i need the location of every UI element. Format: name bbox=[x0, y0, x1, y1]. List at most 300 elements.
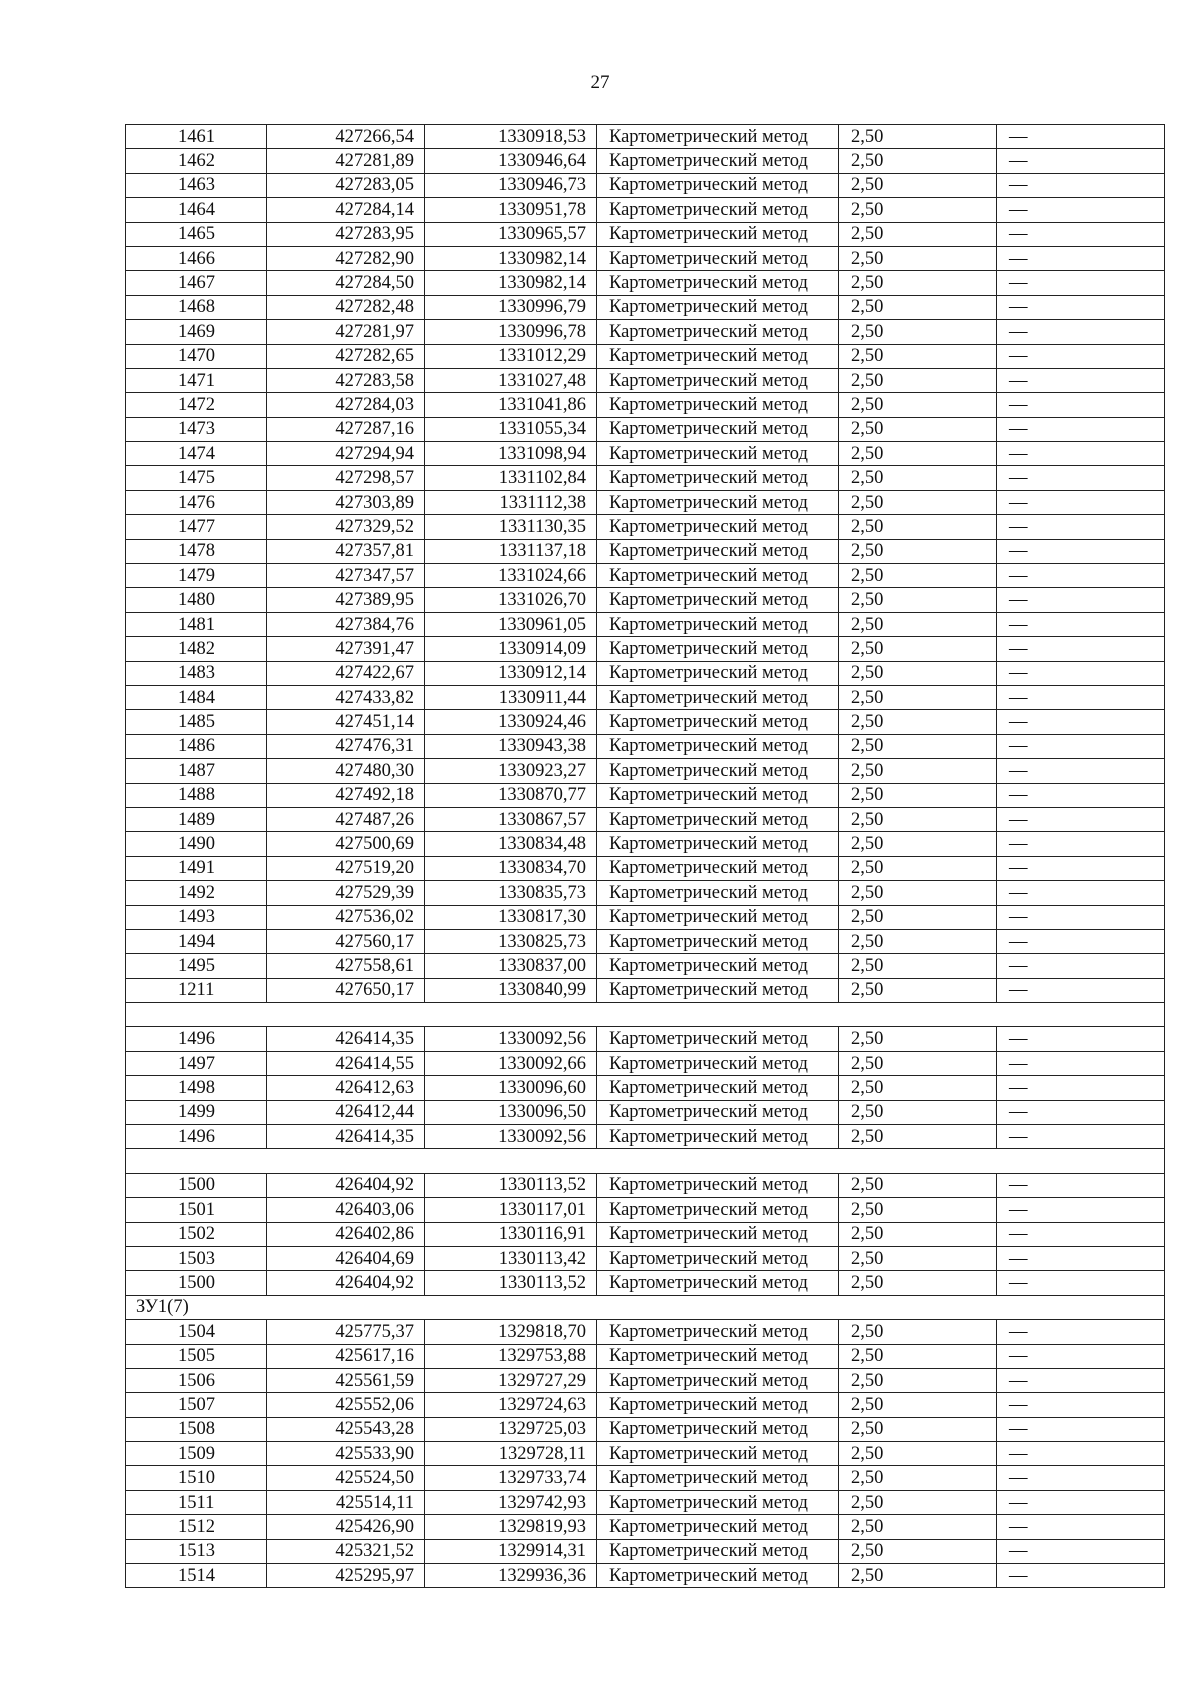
point-number-cell: 1498 bbox=[126, 1076, 267, 1100]
x-coordinate-cell: 427500,69 bbox=[267, 832, 425, 856]
point-number-cell: 1505 bbox=[126, 1344, 267, 1368]
point-number-cell: 1494 bbox=[126, 929, 267, 953]
point-number-cell: 1491 bbox=[126, 856, 267, 880]
note-cell: — bbox=[997, 1393, 1165, 1417]
y-coordinate-cell: 1330867,57 bbox=[425, 807, 597, 831]
method-cell: Картометрический метод bbox=[597, 1417, 839, 1441]
y-coordinate-cell: 1330096,60 bbox=[425, 1076, 597, 1100]
table-row bbox=[126, 1466, 1165, 1490]
x-coordinate-cell: 427650,17 bbox=[267, 978, 425, 1002]
point-number-cell: 1514 bbox=[126, 1564, 267, 1588]
method-cell: Картометрический метод bbox=[597, 417, 839, 441]
table-row bbox=[126, 393, 1165, 417]
note-cell: — bbox=[997, 710, 1165, 734]
accuracy-cell: 2,50 bbox=[839, 1417, 997, 1441]
note-cell: — bbox=[997, 685, 1165, 709]
accuracy-cell: 2,50 bbox=[839, 222, 997, 246]
y-coordinate-cell: 1330946,64 bbox=[425, 149, 597, 173]
method-cell: Картометрический метод bbox=[597, 1515, 839, 1539]
point-number-cell: 1488 bbox=[126, 783, 267, 807]
note-cell: — bbox=[997, 344, 1165, 368]
y-coordinate-cell: 1329914,31 bbox=[425, 1539, 597, 1563]
x-coordinate-cell: 426414,35 bbox=[267, 1125, 425, 1149]
point-number-cell: 1493 bbox=[126, 905, 267, 929]
point-number-cell: 1507 bbox=[126, 1393, 267, 1417]
x-coordinate-cell: 426404,92 bbox=[267, 1173, 425, 1197]
method-cell: Картометрический метод bbox=[597, 246, 839, 270]
method-cell: Картометрический метод bbox=[597, 1564, 839, 1588]
table-row bbox=[126, 1539, 1165, 1563]
method-cell: Картометрический метод bbox=[597, 515, 839, 539]
accuracy-cell: 2,50 bbox=[839, 783, 997, 807]
x-coordinate-cell: 425514,11 bbox=[267, 1490, 425, 1514]
x-coordinate-cell: 427298,57 bbox=[267, 466, 425, 490]
table-row bbox=[126, 1564, 1165, 1588]
note-cell: — bbox=[997, 1051, 1165, 1075]
y-coordinate-cell: 1329936,36 bbox=[425, 1564, 597, 1588]
x-coordinate-cell: 425561,59 bbox=[267, 1368, 425, 1392]
x-coordinate-cell: 427347,57 bbox=[267, 564, 425, 588]
table-row bbox=[126, 588, 1165, 612]
point-number-cell: 1512 bbox=[126, 1515, 267, 1539]
table-row bbox=[126, 856, 1165, 880]
note-cell: — bbox=[997, 1125, 1165, 1149]
method-cell: Картометрический метод bbox=[597, 1466, 839, 1490]
note-cell: — bbox=[997, 149, 1165, 173]
y-coordinate-cell: 1331027,48 bbox=[425, 368, 597, 392]
method-cell: Картометрический метод bbox=[597, 564, 839, 588]
x-coordinate-cell: 426412,44 bbox=[267, 1100, 425, 1124]
method-cell: Картометрический метод bbox=[597, 1344, 839, 1368]
method-cell: Картометрический метод bbox=[597, 1027, 839, 1051]
note-cell: — bbox=[997, 1417, 1165, 1441]
x-coordinate-cell: 427487,26 bbox=[267, 807, 425, 831]
x-coordinate-cell: 427389,95 bbox=[267, 588, 425, 612]
table-row bbox=[126, 661, 1165, 685]
x-coordinate-cell: 427536,02 bbox=[267, 905, 425, 929]
x-coordinate-cell: 425321,52 bbox=[267, 1539, 425, 1563]
note-cell: — bbox=[997, 368, 1165, 392]
note-cell: — bbox=[997, 198, 1165, 222]
x-coordinate-cell: 427329,52 bbox=[267, 515, 425, 539]
table-row bbox=[126, 954, 1165, 978]
y-coordinate-cell: 1330834,48 bbox=[425, 832, 597, 856]
y-coordinate-cell: 1330996,79 bbox=[425, 295, 597, 319]
method-cell: Картометрический метод bbox=[597, 1320, 839, 1344]
accuracy-cell: 2,50 bbox=[839, 1466, 997, 1490]
y-coordinate-cell: 1330113,52 bbox=[425, 1173, 597, 1197]
x-coordinate-cell: 427303,89 bbox=[267, 490, 425, 514]
accuracy-cell: 2,50 bbox=[839, 173, 997, 197]
note-cell: — bbox=[997, 929, 1165, 953]
x-coordinate-cell: 427391,47 bbox=[267, 637, 425, 661]
table-row bbox=[126, 1490, 1165, 1514]
y-coordinate-cell: 1329728,11 bbox=[425, 1442, 597, 1466]
accuracy-cell: 2,50 bbox=[839, 1222, 997, 1246]
point-number-cell: 1513 bbox=[126, 1539, 267, 1563]
accuracy-cell: 2,50 bbox=[839, 929, 997, 953]
accuracy-cell: 2,50 bbox=[839, 1076, 997, 1100]
table-row bbox=[126, 1368, 1165, 1392]
table-row bbox=[126, 929, 1165, 953]
table-row bbox=[126, 1344, 1165, 1368]
accuracy-cell: 2,50 bbox=[839, 1246, 997, 1270]
accuracy-cell: 2,50 bbox=[839, 490, 997, 514]
point-number-cell: 1473 bbox=[126, 417, 267, 441]
accuracy-cell: 2,50 bbox=[839, 125, 997, 149]
y-coordinate-cell: 1330943,38 bbox=[425, 734, 597, 758]
method-cell: Картометрический метод bbox=[597, 344, 839, 368]
method-cell: Картометрический метод bbox=[597, 734, 839, 758]
accuracy-cell: 2,50 bbox=[839, 1320, 997, 1344]
note-cell: — bbox=[997, 783, 1165, 807]
point-number-cell: 1469 bbox=[126, 320, 267, 344]
point-number-cell: 1511 bbox=[126, 1490, 267, 1514]
y-coordinate-cell: 1330951,78 bbox=[425, 198, 597, 222]
point-number-cell: 1484 bbox=[126, 685, 267, 709]
point-number-cell: 1482 bbox=[126, 637, 267, 661]
note-cell: — bbox=[997, 759, 1165, 783]
accuracy-cell: 2,50 bbox=[839, 832, 997, 856]
accuracy-cell: 2,50 bbox=[839, 1198, 997, 1222]
y-coordinate-cell: 1330982,14 bbox=[425, 271, 597, 295]
method-cell: Картометрический метод bbox=[597, 710, 839, 734]
table-row bbox=[126, 1173, 1165, 1197]
method-cell: Картометрический метод bbox=[597, 466, 839, 490]
method-cell: Картометрический метод bbox=[597, 1173, 839, 1197]
table-row bbox=[126, 1393, 1165, 1417]
x-coordinate-cell: 427281,97 bbox=[267, 320, 425, 344]
method-cell: Картометрический метод bbox=[597, 588, 839, 612]
table-row bbox=[126, 368, 1165, 392]
x-coordinate-cell: 427529,39 bbox=[267, 881, 425, 905]
method-cell: Картометрический метод bbox=[597, 954, 839, 978]
table-row bbox=[126, 149, 1165, 173]
y-coordinate-cell: 1330924,46 bbox=[425, 710, 597, 734]
accuracy-cell: 2,50 bbox=[839, 515, 997, 539]
method-cell: Картометрический метод bbox=[597, 1539, 839, 1563]
table-row bbox=[126, 1076, 1165, 1100]
table-row bbox=[126, 1442, 1165, 1466]
accuracy-cell: 2,50 bbox=[839, 1100, 997, 1124]
table-row bbox=[126, 881, 1165, 905]
y-coordinate-cell: 1331026,70 bbox=[425, 588, 597, 612]
y-coordinate-cell: 1330837,00 bbox=[425, 954, 597, 978]
method-cell: Картометрический метод bbox=[597, 1393, 839, 1417]
x-coordinate-cell: 427492,18 bbox=[267, 783, 425, 807]
table-row bbox=[126, 637, 1165, 661]
method-cell: Картометрический метод bbox=[597, 295, 839, 319]
accuracy-cell: 2,50 bbox=[839, 710, 997, 734]
point-number-cell: 1463 bbox=[126, 173, 267, 197]
y-coordinate-cell: 1330912,14 bbox=[425, 661, 597, 685]
table-row bbox=[126, 1515, 1165, 1539]
point-number-cell: 1485 bbox=[126, 710, 267, 734]
accuracy-cell: 2,50 bbox=[839, 881, 997, 905]
method-cell: Картометрический метод bbox=[597, 1246, 839, 1270]
table-row bbox=[126, 490, 1165, 514]
coordinates-table-body bbox=[126, 125, 1165, 1588]
note-cell: — bbox=[997, 905, 1165, 929]
point-number-cell: 1506 bbox=[126, 1368, 267, 1392]
method-cell: Картометрический метод bbox=[597, 490, 839, 514]
method-cell: Картометрический метод bbox=[597, 271, 839, 295]
y-coordinate-cell: 1330923,27 bbox=[425, 759, 597, 783]
note-cell: — bbox=[997, 1442, 1165, 1466]
note-cell: — bbox=[997, 271, 1165, 295]
method-cell: Картометрический метод bbox=[597, 978, 839, 1002]
table-row bbox=[126, 1027, 1165, 1051]
x-coordinate-cell: 427266,54 bbox=[267, 125, 425, 149]
x-coordinate-cell: 425533,90 bbox=[267, 1442, 425, 1466]
y-coordinate-cell: 1330113,42 bbox=[425, 1246, 597, 1270]
table-row bbox=[126, 442, 1165, 466]
table-row bbox=[126, 905, 1165, 929]
y-coordinate-cell: 1329742,93 bbox=[425, 1490, 597, 1514]
accuracy-cell: 2,50 bbox=[839, 759, 997, 783]
x-coordinate-cell: 427476,31 bbox=[267, 734, 425, 758]
note-cell: — bbox=[997, 954, 1165, 978]
accuracy-cell: 2,50 bbox=[839, 1344, 997, 1368]
note-cell: — bbox=[997, 1027, 1165, 1051]
note-cell: — bbox=[997, 832, 1165, 856]
note-cell: — bbox=[997, 1271, 1165, 1295]
accuracy-cell: 2,50 bbox=[839, 1393, 997, 1417]
point-number-cell: 1481 bbox=[126, 612, 267, 636]
point-number-cell: 1496 bbox=[126, 1027, 267, 1051]
table-row bbox=[126, 125, 1165, 149]
table-row bbox=[126, 1100, 1165, 1124]
method-cell: Картометрический метод bbox=[597, 1100, 839, 1124]
note-cell: — bbox=[997, 564, 1165, 588]
y-coordinate-cell: 1329724,63 bbox=[425, 1393, 597, 1417]
accuracy-cell: 2,50 bbox=[839, 466, 997, 490]
y-coordinate-cell: 1331112,38 bbox=[425, 490, 597, 514]
y-coordinate-cell: 1331024,66 bbox=[425, 564, 597, 588]
note-cell: — bbox=[997, 417, 1165, 441]
table-row bbox=[126, 295, 1165, 319]
table-row bbox=[126, 1246, 1165, 1270]
table-row bbox=[126, 246, 1165, 270]
x-coordinate-cell: 425552,06 bbox=[267, 1393, 425, 1417]
x-coordinate-cell: 427284,14 bbox=[267, 198, 425, 222]
y-coordinate-cell: 1330096,50 bbox=[425, 1100, 597, 1124]
separator-row bbox=[126, 1003, 1165, 1027]
x-coordinate-cell: 427294,94 bbox=[267, 442, 425, 466]
section-header-row bbox=[126, 1295, 1165, 1319]
note-cell: — bbox=[997, 1466, 1165, 1490]
y-coordinate-cell: 1331055,34 bbox=[425, 417, 597, 441]
note-cell: — bbox=[997, 222, 1165, 246]
y-coordinate-cell: 1330996,78 bbox=[425, 320, 597, 344]
accuracy-cell: 2,50 bbox=[839, 807, 997, 831]
table-row bbox=[126, 515, 1165, 539]
note-cell: — bbox=[997, 1173, 1165, 1197]
table-row bbox=[126, 807, 1165, 831]
y-coordinate-cell: 1329727,29 bbox=[425, 1368, 597, 1392]
table-row bbox=[126, 1198, 1165, 1222]
note-cell: — bbox=[997, 515, 1165, 539]
x-coordinate-cell: 427287,16 bbox=[267, 417, 425, 441]
x-coordinate-cell: 425524,50 bbox=[267, 1466, 425, 1490]
point-number-cell: 1470 bbox=[126, 344, 267, 368]
table-row bbox=[126, 198, 1165, 222]
point-number-cell: 1471 bbox=[126, 368, 267, 392]
accuracy-cell: 2,50 bbox=[839, 320, 997, 344]
note-cell: — bbox=[997, 856, 1165, 880]
point-number-cell: 1466 bbox=[126, 246, 267, 270]
y-coordinate-cell: 1330116,91 bbox=[425, 1222, 597, 1246]
method-cell: Картометрический метод bbox=[597, 1368, 839, 1392]
y-coordinate-cell: 1330817,30 bbox=[425, 905, 597, 929]
note-cell: — bbox=[997, 1076, 1165, 1100]
y-coordinate-cell: 1331098,94 bbox=[425, 442, 597, 466]
accuracy-cell: 2,50 bbox=[839, 685, 997, 709]
x-coordinate-cell: 427282,65 bbox=[267, 344, 425, 368]
y-coordinate-cell: 1330961,05 bbox=[425, 612, 597, 636]
note-cell: — bbox=[997, 173, 1165, 197]
y-coordinate-cell: 1330835,73 bbox=[425, 881, 597, 905]
y-coordinate-cell: 1330965,57 bbox=[425, 222, 597, 246]
note-cell: — bbox=[997, 978, 1165, 1002]
point-number-cell: 1476 bbox=[126, 490, 267, 514]
accuracy-cell: 2,50 bbox=[839, 734, 997, 758]
separator-cell bbox=[126, 1149, 1165, 1173]
point-number-cell: 1465 bbox=[126, 222, 267, 246]
x-coordinate-cell: 427519,20 bbox=[267, 856, 425, 880]
note-cell: — bbox=[997, 1368, 1165, 1392]
separator-cell bbox=[126, 1003, 1165, 1027]
note-cell: — bbox=[997, 442, 1165, 466]
accuracy-cell: 2,50 bbox=[839, 905, 997, 929]
note-cell: — bbox=[997, 734, 1165, 758]
method-cell: Картометрический метод bbox=[597, 1442, 839, 1466]
note-cell: — bbox=[997, 1320, 1165, 1344]
method-cell: Картометрический метод bbox=[597, 612, 839, 636]
table-row bbox=[126, 222, 1165, 246]
accuracy-cell: 2,50 bbox=[839, 442, 997, 466]
accuracy-cell: 2,50 bbox=[839, 344, 997, 368]
accuracy-cell: 2,50 bbox=[839, 1442, 997, 1466]
page-number: 27 bbox=[590, 72, 610, 93]
point-number-cell: 1509 bbox=[126, 1442, 267, 1466]
y-coordinate-cell: 1330113,52 bbox=[425, 1271, 597, 1295]
x-coordinate-cell: 426402,86 bbox=[267, 1222, 425, 1246]
accuracy-cell: 2,50 bbox=[839, 1051, 997, 1075]
note-cell: — bbox=[997, 1198, 1165, 1222]
y-coordinate-cell: 1330918,53 bbox=[425, 125, 597, 149]
coordinates-table bbox=[125, 124, 1165, 1588]
point-number-cell: 1492 bbox=[126, 881, 267, 905]
point-number-cell: 1480 bbox=[126, 588, 267, 612]
point-number-cell: 1474 bbox=[126, 442, 267, 466]
point-number-cell: 1477 bbox=[126, 515, 267, 539]
note-cell: — bbox=[997, 661, 1165, 685]
note-cell: — bbox=[997, 1539, 1165, 1563]
method-cell: Картометрический метод bbox=[597, 856, 839, 880]
method-cell: Картометрический метод bbox=[597, 783, 839, 807]
y-coordinate-cell: 1330834,70 bbox=[425, 856, 597, 880]
method-cell: Картометрический метод bbox=[597, 149, 839, 173]
y-coordinate-cell: 1330092,56 bbox=[425, 1027, 597, 1051]
x-coordinate-cell: 427560,17 bbox=[267, 929, 425, 953]
note-cell: — bbox=[997, 539, 1165, 563]
table-row bbox=[126, 612, 1165, 636]
x-coordinate-cell: 427284,03 bbox=[267, 393, 425, 417]
table-row bbox=[126, 1222, 1165, 1246]
x-coordinate-cell: 426404,92 bbox=[267, 1271, 425, 1295]
note-cell: — bbox=[997, 393, 1165, 417]
note-cell: — bbox=[997, 1100, 1165, 1124]
section-label: ЗУ1(7) bbox=[126, 1295, 1165, 1319]
x-coordinate-cell: 427282,90 bbox=[267, 246, 425, 270]
x-coordinate-cell: 425543,28 bbox=[267, 1417, 425, 1441]
note-cell: — bbox=[997, 1564, 1165, 1588]
method-cell: Картометрический метод bbox=[597, 1271, 839, 1295]
point-number-cell: 1496 bbox=[126, 1125, 267, 1149]
method-cell: Картометрический метод bbox=[597, 685, 839, 709]
accuracy-cell: 2,50 bbox=[839, 978, 997, 1002]
x-coordinate-cell: 427357,81 bbox=[267, 539, 425, 563]
x-coordinate-cell: 425426,90 bbox=[267, 1515, 425, 1539]
method-cell: Картометрический метод bbox=[597, 222, 839, 246]
accuracy-cell: 2,50 bbox=[839, 149, 997, 173]
accuracy-cell: 2,50 bbox=[839, 1368, 997, 1392]
x-coordinate-cell: 427283,05 bbox=[267, 173, 425, 197]
y-coordinate-cell: 1330914,09 bbox=[425, 637, 597, 661]
point-number-cell: 1500 bbox=[126, 1173, 267, 1197]
point-number-cell: 1499 bbox=[126, 1100, 267, 1124]
point-number-cell: 1472 bbox=[126, 393, 267, 417]
table-row bbox=[126, 685, 1165, 709]
note-cell: — bbox=[997, 807, 1165, 831]
x-coordinate-cell: 426403,06 bbox=[267, 1198, 425, 1222]
y-coordinate-cell: 1330870,77 bbox=[425, 783, 597, 807]
note-cell: — bbox=[997, 588, 1165, 612]
x-coordinate-cell: 427451,14 bbox=[267, 710, 425, 734]
x-coordinate-cell: 425617,16 bbox=[267, 1344, 425, 1368]
point-number-cell: 1504 bbox=[126, 1320, 267, 1344]
method-cell: Картометрический метод bbox=[597, 1125, 839, 1149]
y-coordinate-cell: 1331102,84 bbox=[425, 466, 597, 490]
y-coordinate-cell: 1329753,88 bbox=[425, 1344, 597, 1368]
method-cell: Картометрический метод bbox=[597, 1076, 839, 1100]
point-number-cell: 1468 bbox=[126, 295, 267, 319]
note-cell: — bbox=[997, 637, 1165, 661]
table-row bbox=[126, 710, 1165, 734]
note-cell: — bbox=[997, 466, 1165, 490]
y-coordinate-cell: 1331041,86 bbox=[425, 393, 597, 417]
accuracy-cell: 2,50 bbox=[839, 1564, 997, 1588]
accuracy-cell: 2,50 bbox=[839, 612, 997, 636]
point-number-cell: 1503 bbox=[126, 1246, 267, 1270]
accuracy-cell: 2,50 bbox=[839, 661, 997, 685]
method-cell: Картометрический метод bbox=[597, 661, 839, 685]
table-row bbox=[126, 978, 1165, 1002]
table-row bbox=[126, 1125, 1165, 1149]
x-coordinate-cell: 427282,48 bbox=[267, 295, 425, 319]
method-cell: Картометрический метод bbox=[597, 1198, 839, 1222]
point-number-cell: 1501 bbox=[126, 1198, 267, 1222]
accuracy-cell: 2,50 bbox=[839, 954, 997, 978]
y-coordinate-cell: 1329725,03 bbox=[425, 1417, 597, 1441]
accuracy-cell: 2,50 bbox=[839, 1515, 997, 1539]
method-cell: Картометрический метод bbox=[597, 442, 839, 466]
method-cell: Картометрический метод bbox=[597, 759, 839, 783]
table-row bbox=[126, 417, 1165, 441]
x-coordinate-cell: 426414,35 bbox=[267, 1027, 425, 1051]
point-number-cell: 1486 bbox=[126, 734, 267, 758]
